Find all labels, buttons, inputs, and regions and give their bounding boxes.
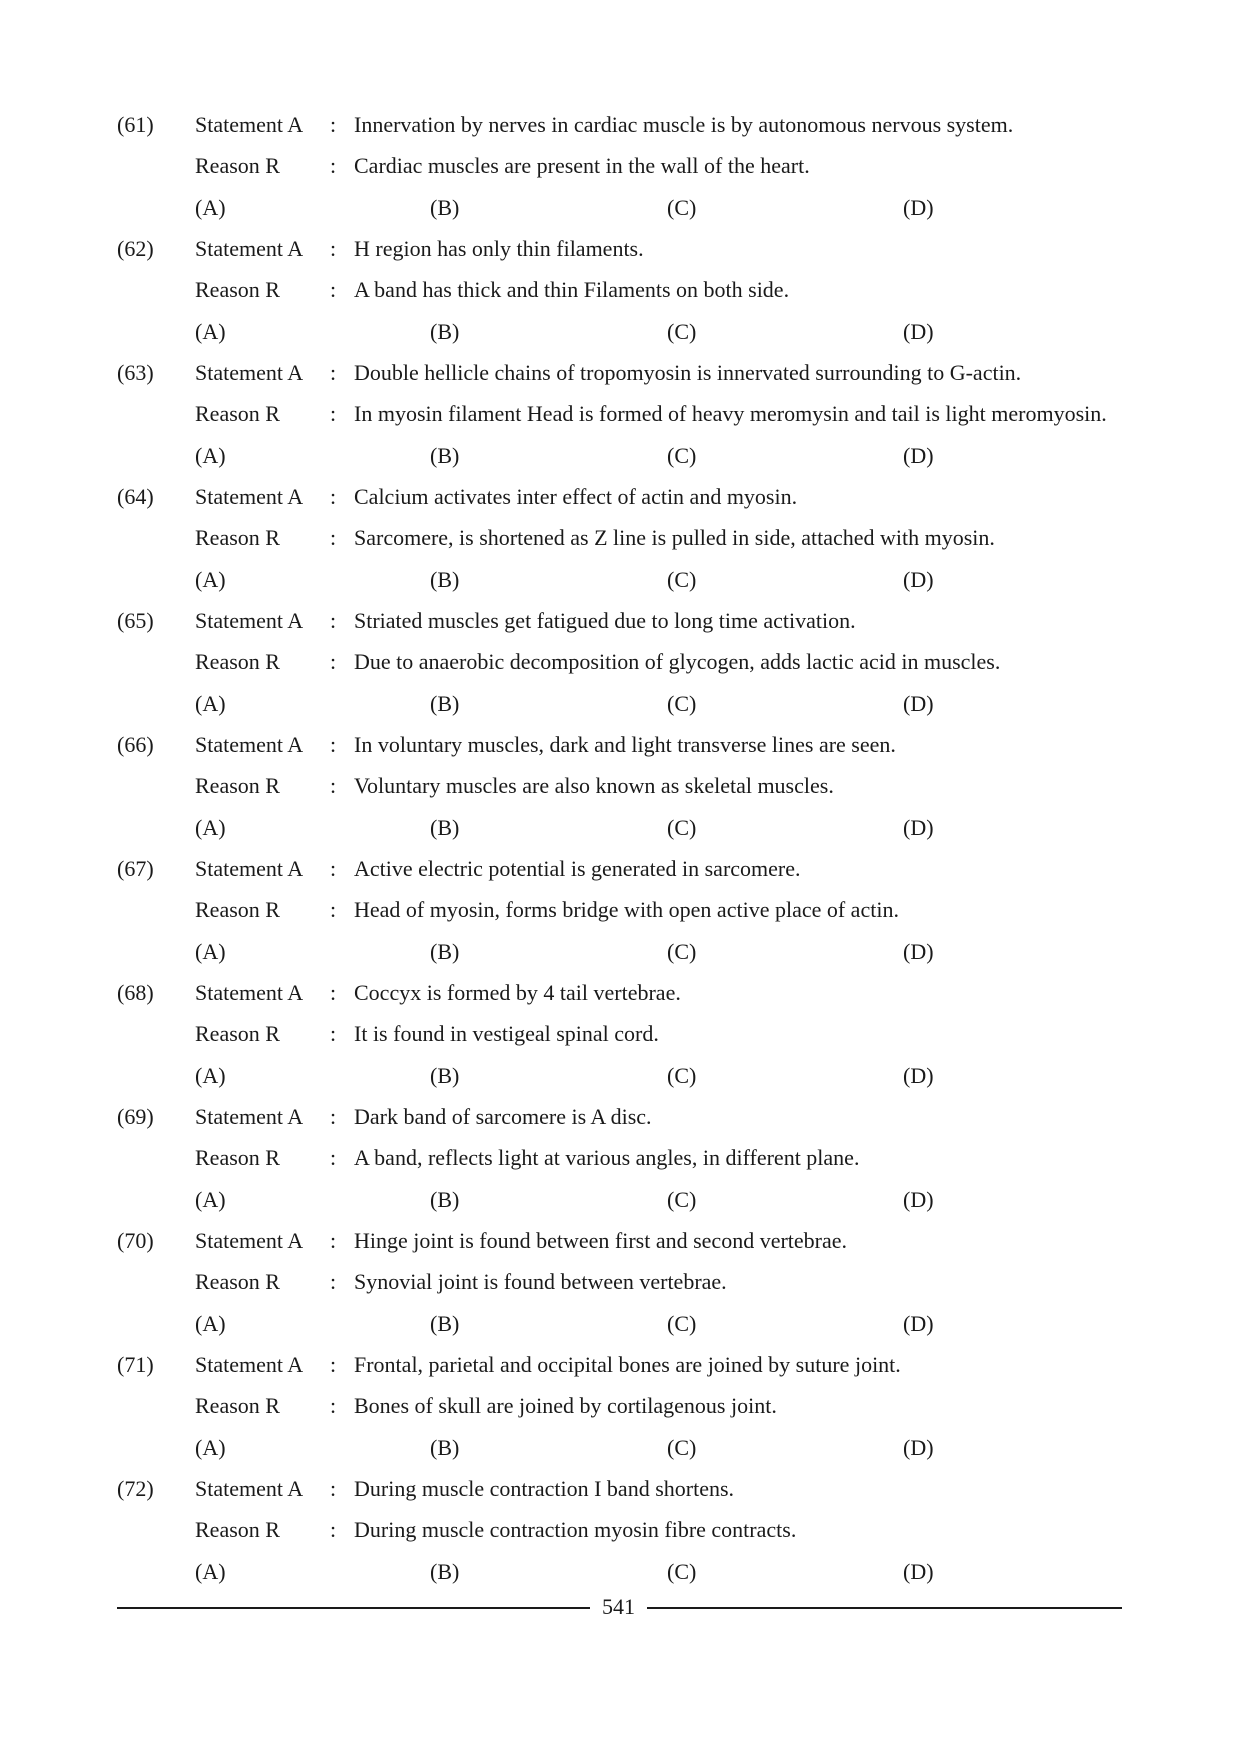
option-c: (C)	[667, 443, 697, 468]
question-number: (70)	[117, 1228, 154, 1253]
option-a: (A)	[195, 1063, 226, 1088]
question-number: (65)	[117, 608, 154, 633]
option-a: (A)	[195, 939, 226, 964]
question-number: (64)	[117, 484, 154, 509]
colon: :	[330, 1393, 337, 1418]
colon: :	[330, 1352, 337, 1377]
statement-text: H region has only thin filaments.	[354, 236, 644, 261]
option-c: (C)	[667, 939, 697, 964]
reason-row	[0, 269, 1240, 310]
reason-text: In myosin filament Head is formed of heavy meromysin and tail is light meromyosin.	[354, 401, 1107, 426]
options-row	[0, 931, 1240, 972]
option-c: (C)	[667, 1063, 697, 1088]
statement-text: Active electric potential is generated in sarcomere.	[354, 856, 801, 881]
reason-label: Reason R	[195, 525, 280, 550]
question-number: (61)	[117, 112, 154, 137]
statement-row	[0, 724, 1240, 765]
statement-text: Double hellicle chains of tropomyosin is innervated surrounding to G-actin.	[354, 360, 1022, 385]
statement-text: Innervation by nerves in cardiac muscle is by autonomous nervous system.	[354, 112, 1014, 137]
colon: :	[330, 525, 337, 550]
footer-rule-right	[647, 1607, 1122, 1609]
colon: :	[330, 360, 337, 385]
colon: :	[330, 1269, 337, 1294]
question-number: (72)	[117, 1476, 154, 1501]
question-block	[0, 848, 1240, 972]
option-d: (D)	[903, 567, 934, 592]
page-footer	[117, 1590, 1122, 1624]
statement-label: Statement A	[195, 608, 304, 633]
option-c: (C)	[667, 1311, 697, 1336]
statement-text: During muscle contraction I band shortens.	[354, 1476, 735, 1501]
colon: :	[330, 1145, 337, 1170]
colon: :	[330, 649, 337, 674]
statement-row	[0, 1468, 1240, 1509]
option-c: (C)	[667, 567, 697, 592]
options-row	[0, 683, 1240, 724]
colon: :	[330, 112, 337, 137]
option-d: (D)	[903, 443, 934, 468]
reason-row	[0, 1509, 1240, 1550]
reason-label: Reason R	[195, 401, 280, 426]
colon: :	[330, 236, 337, 261]
option-a: (A)	[195, 1187, 226, 1212]
reason-text: Synovial joint is found between vertebrae.	[354, 1269, 727, 1294]
colon: :	[330, 897, 337, 922]
option-d: (D)	[903, 195, 934, 220]
question-block	[0, 228, 1240, 352]
option-a: (A)	[195, 691, 226, 716]
reason-row	[0, 889, 1240, 930]
statement-row	[0, 600, 1240, 641]
option-a: (A)	[195, 319, 226, 344]
option-d: (D)	[903, 815, 934, 840]
footer-rule-left	[117, 1607, 590, 1609]
option-b: (B)	[430, 1435, 460, 1460]
statement-label: Statement A	[195, 1352, 304, 1377]
statement-row	[0, 1344, 1240, 1385]
option-c: (C)	[667, 319, 697, 344]
reason-label: Reason R	[195, 1269, 280, 1294]
option-d: (D)	[903, 691, 934, 716]
statement-row	[0, 1096, 1240, 1137]
option-b: (B)	[430, 567, 460, 592]
option-a: (A)	[195, 1435, 226, 1460]
reason-label: Reason R	[195, 1517, 280, 1542]
colon: :	[330, 484, 337, 509]
option-d: (D)	[903, 939, 934, 964]
colon: :	[330, 773, 337, 798]
question-block	[0, 600, 1240, 724]
option-b: (B)	[430, 815, 460, 840]
reason-row	[0, 1013, 1240, 1054]
option-a: (A)	[195, 567, 226, 592]
options-row	[0, 559, 1240, 600]
reason-label: Reason R	[195, 153, 280, 178]
statement-label: Statement A	[195, 112, 304, 137]
reason-label: Reason R	[195, 1393, 280, 1418]
option-b: (B)	[430, 1063, 460, 1088]
question-number: (71)	[117, 1352, 154, 1377]
options-row	[0, 1551, 1240, 1592]
question-number: (68)	[117, 980, 154, 1005]
options-row	[0, 1179, 1240, 1220]
reason-label: Reason R	[195, 1021, 280, 1046]
reason-row	[0, 641, 1240, 682]
option-a: (A)	[195, 815, 226, 840]
reason-label: Reason R	[195, 773, 280, 798]
question-block	[0, 972, 1240, 1096]
statement-label: Statement A	[195, 1476, 304, 1501]
option-c: (C)	[667, 1559, 697, 1584]
statement-text: Striated muscles get fatigued due to long time activation.	[354, 608, 856, 633]
reason-label: Reason R	[195, 277, 280, 302]
options-row	[0, 1055, 1240, 1096]
options-row	[0, 1427, 1240, 1468]
statement-text: Frontal, parietal and occipital bones are joined by suture joint.	[354, 1352, 901, 1377]
colon: :	[330, 980, 337, 1005]
statement-row	[0, 476, 1240, 517]
reason-text: Bones of skull are joined by cortilagenous joint.	[354, 1393, 777, 1418]
statement-row	[0, 352, 1240, 393]
colon: :	[330, 401, 337, 426]
reason-text: It is found in vestigeal spinal cord.	[354, 1021, 659, 1046]
option-b: (B)	[430, 195, 460, 220]
question-number: (63)	[117, 360, 154, 385]
options-row	[0, 187, 1240, 228]
option-d: (D)	[903, 1559, 934, 1584]
statement-label: Statement A	[195, 732, 304, 757]
question-block	[0, 1344, 1240, 1468]
option-d: (D)	[903, 1435, 934, 1460]
reason-text: Head of myosin, forms bridge with open active place of actin.	[354, 897, 899, 922]
statement-text: Coccyx is formed by 4 tail vertebrae.	[354, 980, 681, 1005]
option-a: (A)	[195, 1559, 226, 1584]
statement-text: Calcium activates inter effect of actin and myosin.	[354, 484, 798, 509]
colon: :	[330, 153, 337, 178]
colon: :	[330, 1228, 337, 1253]
statement-text: Dark band of sarcomere is A disc.	[354, 1104, 652, 1129]
question-block	[0, 476, 1240, 600]
statement-text: In voluntary muscles, dark and light transverse lines are seen.	[354, 732, 896, 757]
statement-label: Statement A	[195, 360, 304, 385]
question-block	[0, 724, 1240, 848]
statement-label: Statement A	[195, 1228, 304, 1253]
statement-row	[0, 848, 1240, 889]
reason-text: Due to anaerobic decomposition of glycogen, adds lactic acid in muscles.	[354, 649, 1001, 674]
question-block	[0, 104, 1240, 228]
colon: :	[330, 856, 337, 881]
option-b: (B)	[430, 443, 460, 468]
reason-row	[0, 1137, 1240, 1178]
statement-label: Statement A	[195, 856, 304, 881]
option-a: (A)	[195, 195, 226, 220]
question-number: (69)	[117, 1104, 154, 1129]
question-block	[0, 1468, 1240, 1592]
colon: :	[330, 608, 337, 633]
reason-row	[0, 1385, 1240, 1426]
option-d: (D)	[903, 1063, 934, 1088]
options-row	[0, 435, 1240, 476]
statement-label: Statement A	[195, 980, 304, 1005]
option-c: (C)	[667, 1187, 697, 1212]
reason-row	[0, 1261, 1240, 1302]
option-b: (B)	[430, 319, 460, 344]
colon: :	[330, 277, 337, 302]
statement-label: Statement A	[195, 236, 304, 261]
option-d: (D)	[903, 1187, 934, 1212]
option-b: (B)	[430, 939, 460, 964]
option-c: (C)	[667, 1435, 697, 1460]
reason-text: A band, reflects light at various angles, in different plane.	[354, 1145, 860, 1170]
colon: :	[330, 1104, 337, 1129]
reason-label: Reason R	[195, 1145, 280, 1170]
question-block	[0, 1220, 1240, 1344]
statement-row	[0, 104, 1240, 145]
question-block	[0, 1096, 1240, 1220]
question-number: (62)	[117, 236, 154, 261]
option-b: (B)	[430, 1559, 460, 1584]
option-c: (C)	[667, 195, 697, 220]
reason-text: Voluntary muscles are also known as skeletal muscles.	[354, 773, 834, 798]
statement-text: Hinge joint is found between first and second vertebrae.	[354, 1228, 848, 1253]
options-row	[0, 807, 1240, 848]
statement-row	[0, 228, 1240, 269]
question-number: (67)	[117, 856, 154, 881]
colon: :	[330, 1517, 337, 1542]
option-d: (D)	[903, 319, 934, 344]
option-a: (A)	[195, 1311, 226, 1336]
reason-text: A band has thick and thin Filaments on both side.	[354, 277, 790, 302]
colon: :	[330, 732, 337, 757]
statement-row	[0, 972, 1240, 1013]
options-row	[0, 1303, 1240, 1344]
statement-row	[0, 1220, 1240, 1261]
reason-label: Reason R	[195, 897, 280, 922]
options-row	[0, 311, 1240, 352]
reason-row	[0, 765, 1240, 806]
reason-row	[0, 393, 1240, 434]
reason-text: During muscle contraction myosin fibre contracts.	[354, 1517, 797, 1542]
option-b: (B)	[430, 1187, 460, 1212]
option-c: (C)	[667, 691, 697, 716]
option-d: (D)	[903, 1311, 934, 1336]
option-b: (B)	[430, 1311, 460, 1336]
question-list	[0, 104, 1240, 1592]
colon: :	[330, 1476, 337, 1501]
reason-text: Sarcomere, is shortened as Z line is pulled in side, attached with myosin.	[354, 525, 995, 550]
statement-label: Statement A	[195, 484, 304, 509]
colon: :	[330, 1021, 337, 1046]
option-b: (B)	[430, 691, 460, 716]
reason-row	[0, 145, 1240, 186]
option-c: (C)	[667, 815, 697, 840]
question-block	[0, 352, 1240, 476]
statement-label: Statement A	[195, 1104, 304, 1129]
page-number: 541	[602, 1594, 635, 1619]
reason-label: Reason R	[195, 649, 280, 674]
question-number: (66)	[117, 732, 154, 757]
option-a: (A)	[195, 443, 226, 468]
reason-row	[0, 517, 1240, 558]
reason-text: Cardiac muscles are present in the wall of the heart.	[354, 153, 810, 178]
